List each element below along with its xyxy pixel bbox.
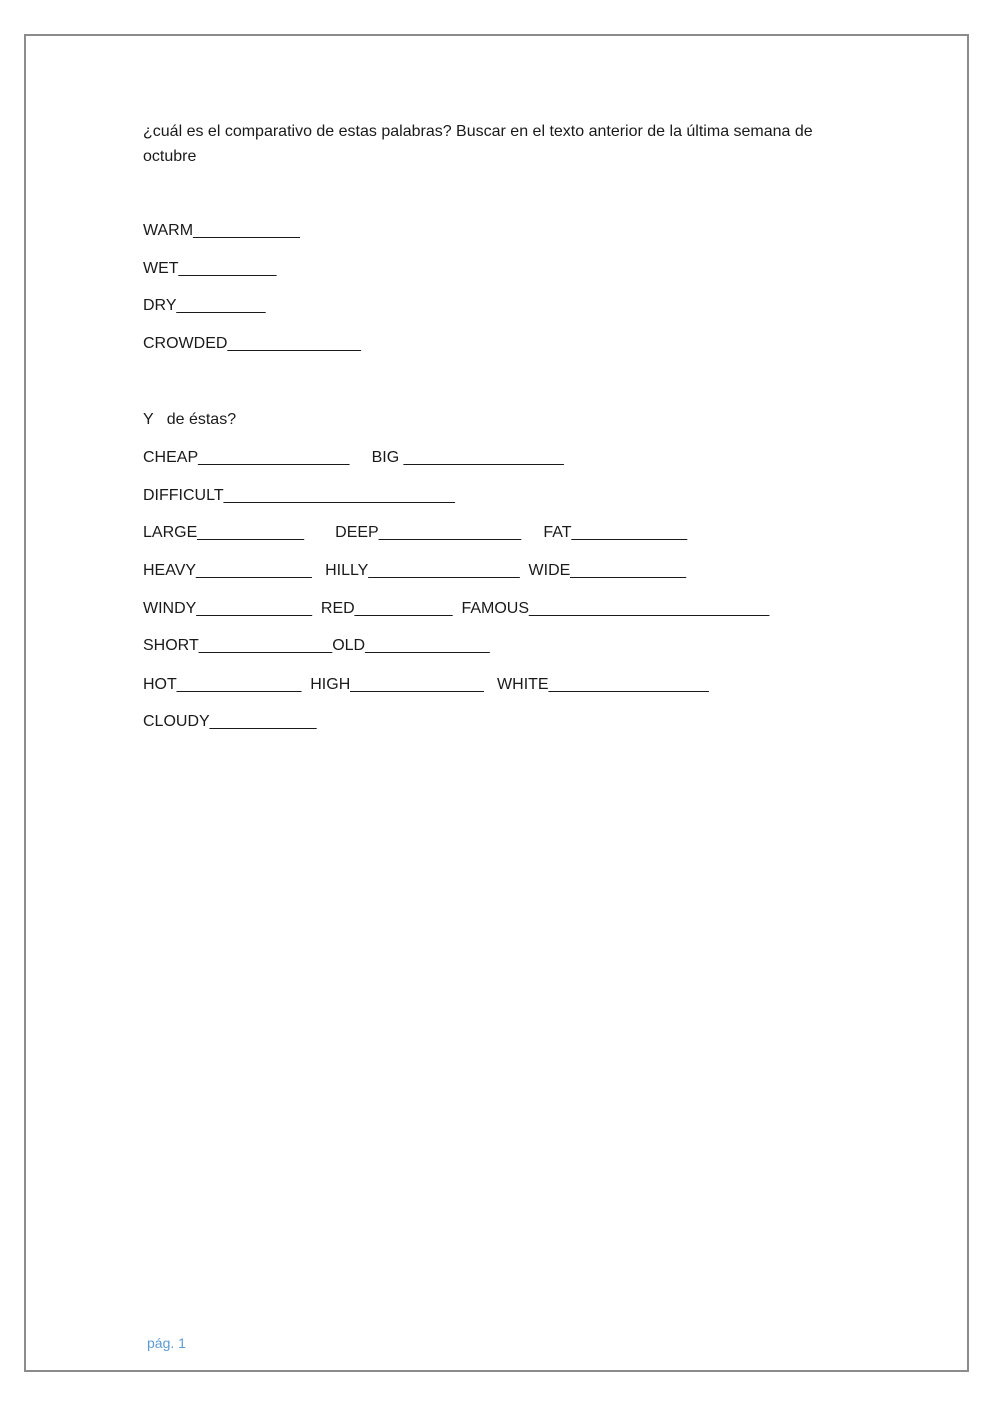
- page-number: pág. 1: [147, 1335, 186, 1351]
- exercise-line-short-old: SHORT_______________OLD______________: [143, 637, 490, 654]
- exercise-line-crowded: CROWDED_______________: [143, 335, 361, 352]
- section-heading: Y de éstas?: [143, 411, 237, 428]
- instruction-text: ¿cuál es el comparativo de estas palabras? Buscar en el texto anterior de la última semana de octubre: [143, 123, 813, 165]
- exercise-line-difficult: DIFFICULT__________________________: [143, 487, 455, 504]
- exercise-line-cheap-big: CHEAP_________________ BIG __________________: [143, 449, 564, 466]
- exercise-line-wet: WET___________: [143, 260, 277, 277]
- exercise-line-windy-red-famous: WINDY_____________ RED___________ FAMOUS___________________________: [143, 600, 770, 617]
- exercise-line-hot-high-white: HOT______________ HIGH_______________ WHITE__________________: [143, 676, 709, 693]
- exercise-line-large-deep-fat: LARGE____________ DEEP________________ FAT_____________: [143, 524, 688, 541]
- exercise-line-dry: DRY__________: [143, 297, 266, 314]
- exercise-line-warm: WARM____________: [143, 222, 300, 239]
- exercise-line-cloudy: CLOUDY____________: [143, 713, 317, 730]
- exercise-line-heavy-hilly-wide: HEAVY_____________ HILLY_________________ WIDE_____________: [143, 562, 686, 579]
